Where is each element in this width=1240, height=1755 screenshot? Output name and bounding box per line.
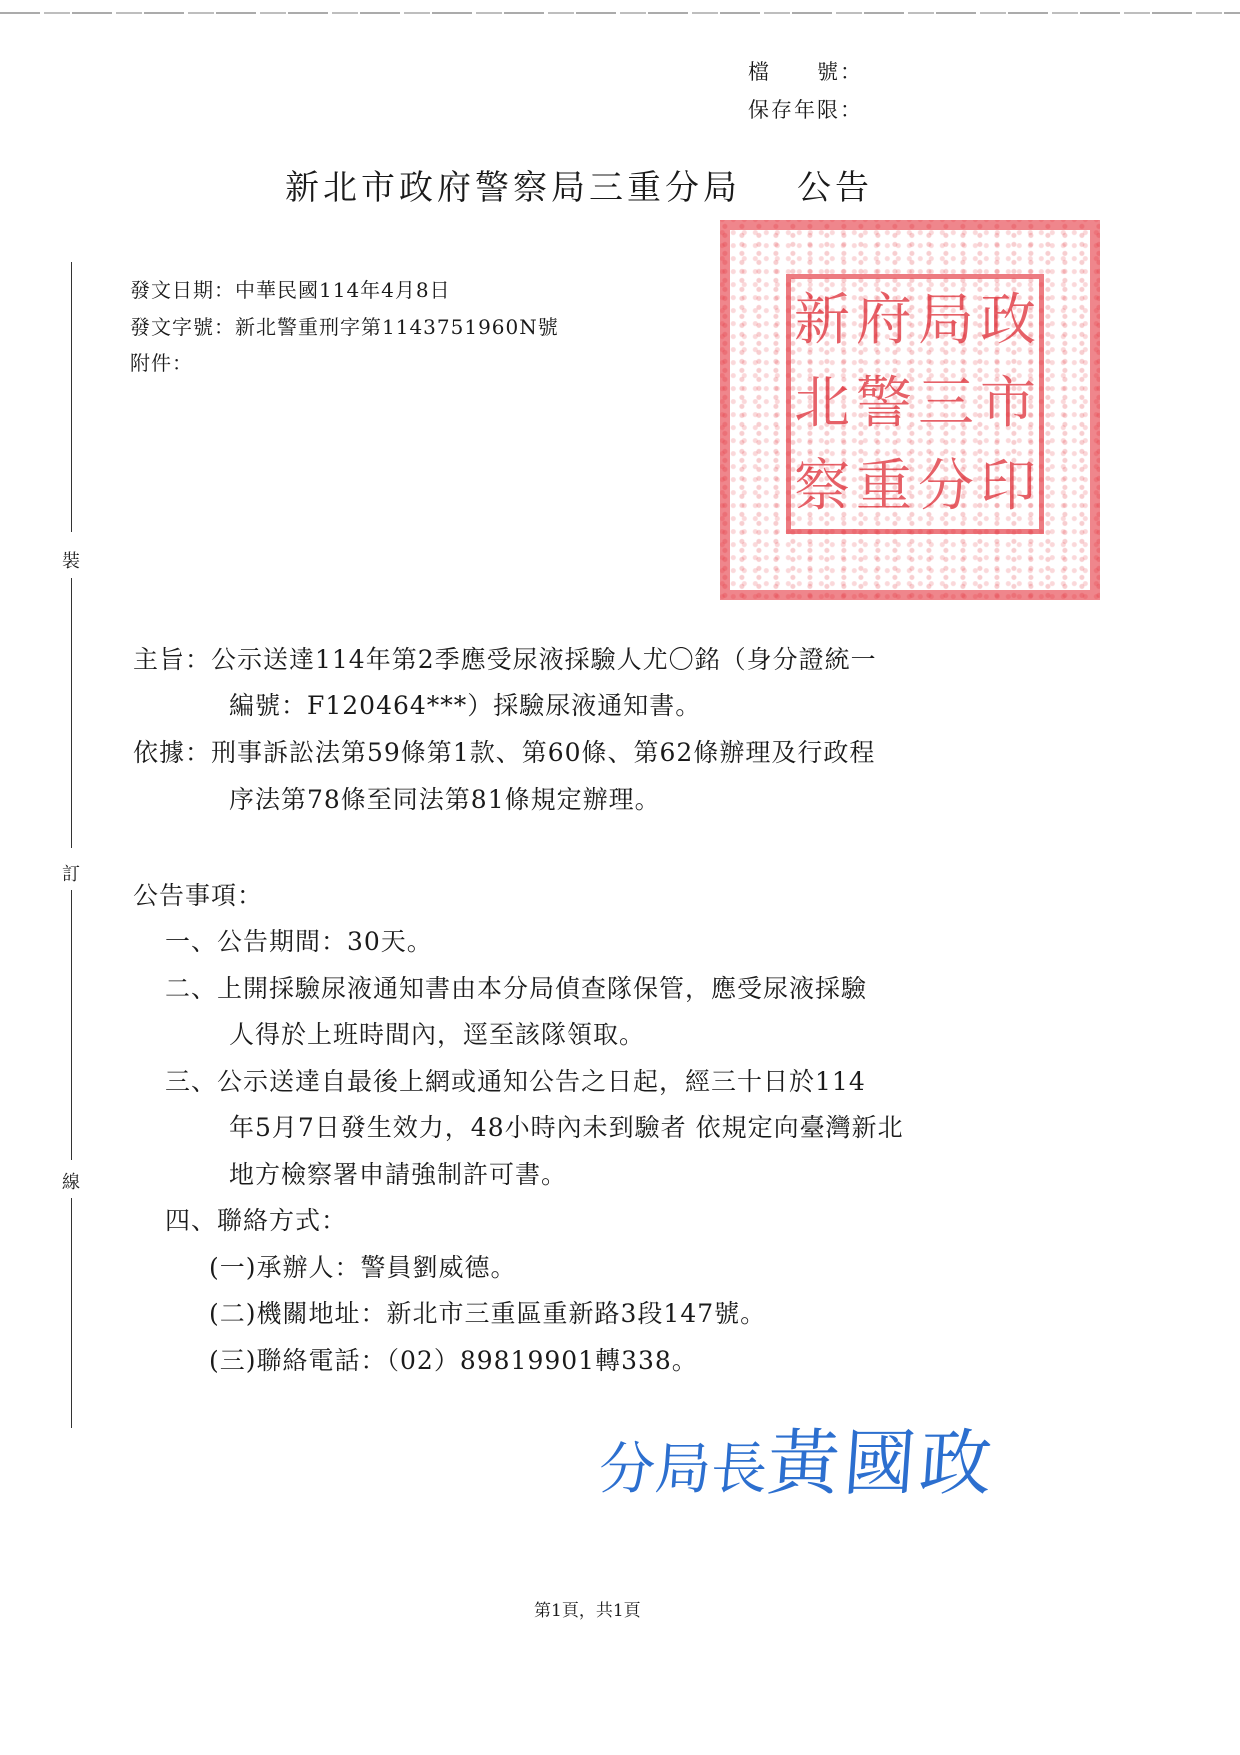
seal-characters xyxy=(786,274,1044,534)
seal-char: 政 xyxy=(980,287,1036,353)
subject-line-2: 編號：F120464***）採驗尿液通知書。 xyxy=(229,691,702,720)
signature-stamp xyxy=(596,1405,999,1509)
binding-rule-mid xyxy=(71,578,72,848)
seal-char: 新 xyxy=(794,287,850,353)
contact-phone: (三)聯絡電話：（02）89819901轉338。 xyxy=(209,1346,698,1375)
binding-mark-2: 訂 xyxy=(62,864,80,885)
notice-item-2-line-1: 二、上開採驗尿液通知書由本分局偵查隊保管，應受尿液採驗 xyxy=(165,974,868,1003)
seal-char: 市 xyxy=(980,370,1036,436)
notice-item-2-line-2: 人得於上班時間內，逕至該隊領取。 xyxy=(229,1020,646,1049)
signature-title: 分局長 xyxy=(596,1437,770,1502)
binding-rule-lower xyxy=(71,890,72,1160)
issue-date: 發文日期：中華民國114年4月8日 xyxy=(130,278,451,302)
scan-edge-line xyxy=(0,12,1240,14)
basis-line-2: 序法第78條至同法第81條規定辦理。 xyxy=(229,785,661,814)
binding-rule-bottom xyxy=(71,1198,72,1428)
seal-char: 分 xyxy=(918,454,974,520)
official-seal xyxy=(720,220,1100,600)
document-type: 公告 xyxy=(797,168,873,208)
contact-address: (二)機關地址：新北市三重區重新路3段147號。 xyxy=(209,1299,767,1328)
file-number-label: 檔 號： xyxy=(748,60,863,84)
retention-period-label: 保存年限： xyxy=(748,98,863,122)
notice-item-3-line-2: 年5月7日發生效力，48小時內未到驗者 依規定向臺灣新北 xyxy=(229,1113,904,1142)
subject-line-1: 主旨：公示送達114年第2季應受尿液採驗人尤〇銘（身分證統一 xyxy=(133,645,877,674)
binding-mark-1: 裝 xyxy=(62,551,80,572)
notice-heading: 公告事項： xyxy=(133,881,264,910)
seal-char: 北 xyxy=(794,370,850,436)
binding-rule-top xyxy=(71,262,72,532)
seal-char: 警 xyxy=(856,370,912,436)
agency-name: 新北市政府警察局三重分局 xyxy=(285,168,741,208)
contact-officer: (一)承辦人：警員劉威德。 xyxy=(209,1253,517,1282)
seal-char: 察 xyxy=(794,454,850,520)
notice-item-3-line-3: 地方檢察署申請強制許可書。 xyxy=(229,1160,568,1189)
binding-mark-3: 線 xyxy=(62,1172,80,1193)
basis-line-1: 依據：刑事訴訟法第59條第1款、第60條、第62條辦理及行政程 xyxy=(133,738,876,767)
notice-item-4: 四、聯絡方式： xyxy=(165,1206,348,1235)
seal-char: 印 xyxy=(980,454,1036,520)
seal-char: 府 xyxy=(856,287,912,353)
seal-char: 重 xyxy=(856,454,912,520)
attachment-label: 附件： xyxy=(130,351,193,375)
seal-char: 三 xyxy=(918,370,974,436)
reference-number: 發文字號：新北警重刑字第1143751960N號 xyxy=(130,315,559,339)
page-title xyxy=(285,160,873,209)
seal-char: 局 xyxy=(918,287,974,353)
signature-name: 黃國政 xyxy=(764,1421,999,1505)
notice-item-3-line-1: 三、公示送達自最後上網或通知公告之日起，經三十日於114 xyxy=(165,1067,866,1096)
page-indicator: 第1頁，共1頁 xyxy=(534,1601,641,1621)
notice-item-1: 一、公告期間：30天。 xyxy=(165,927,433,956)
